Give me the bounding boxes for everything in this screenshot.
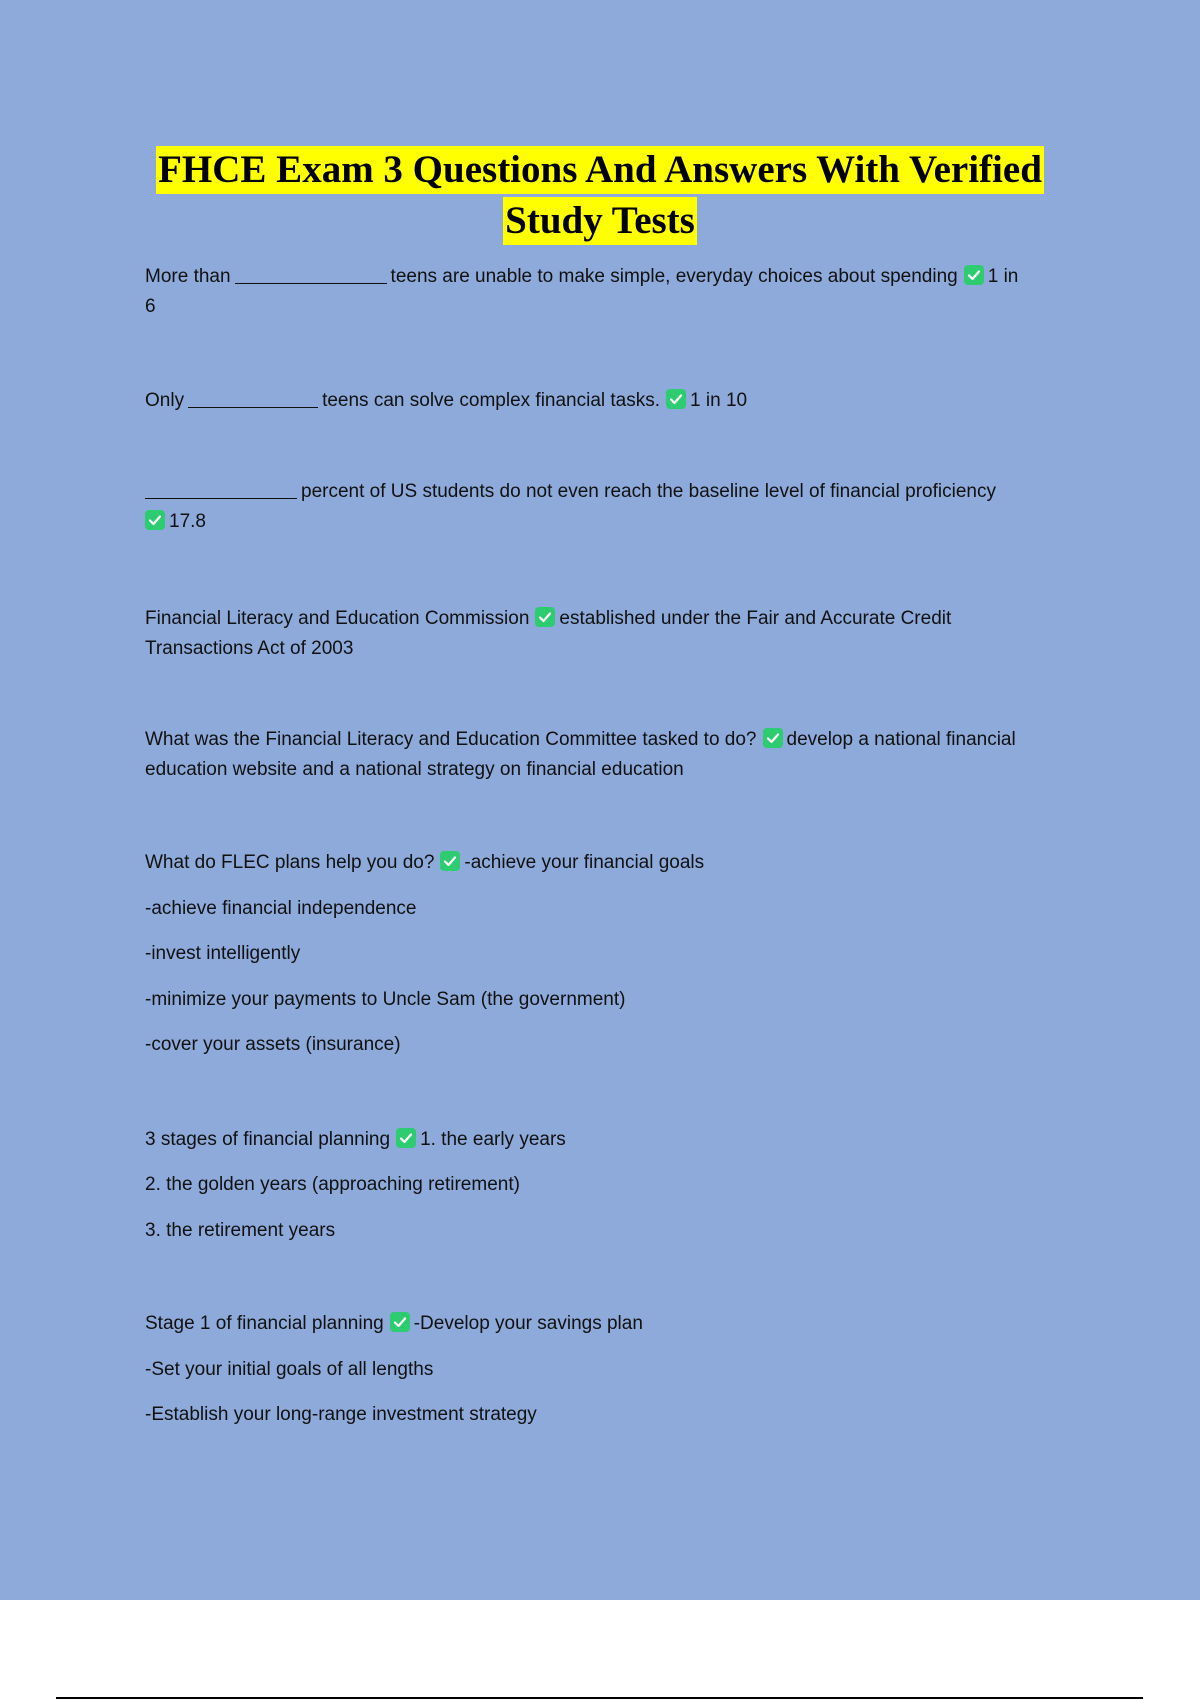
answer-text: 6 [145,296,156,317]
question-text: teens are unable to make simple, everyday choices about spending [390,266,958,287]
qa-item [145,1125,1085,1246]
check-icon [763,728,783,748]
check-icon [666,389,686,409]
qa-item [145,386,1085,416]
answer-line: -invest intelligently [145,943,301,964]
answer-line: 2. the golden years (approaching retirement) [145,1174,520,1195]
answer-text: 1 in [987,266,1019,287]
title-line-2: Study Tests [503,197,697,245]
check-icon [390,1312,410,1332]
answer-text: -Develop your savings plan [413,1313,643,1334]
answer-text: education website and a national strategy on financial education [145,759,684,780]
qa-item [145,725,1085,785]
qa-item [145,848,1085,1060]
fill-blank [145,480,297,499]
check-icon [440,851,460,871]
answer-line: -minimize your payments to Uncle Sam (the government) [145,989,626,1010]
qa-item [145,477,1085,537]
question-text: percent of US students do not even reach the baseline level of financial proficiency [301,481,996,502]
question-text: Stage 1 of financial planning [145,1313,384,1334]
title-line-1: FHCE Exam 3 Questions And Answers With Verified [156,146,1044,194]
question-text: 3 stages of financial planning [145,1129,391,1150]
qa-item [145,604,1085,664]
check-icon [145,510,165,530]
check-icon [396,1128,416,1148]
answer-line: -Establish your long-range investment strategy [145,1404,537,1425]
question-text: More than [145,266,231,287]
question-text: What do FLEC plans help you do? [145,852,435,873]
answer-text: Transactions Act of 2003 [145,638,354,659]
answer-text: 1. the early years [420,1129,566,1150]
check-icon [964,265,984,285]
question-text: teens can solve complex financial tasks. [322,390,661,411]
answer-text: -achieve your financial goals [464,852,705,873]
answer-text: develop a national financial [786,729,1016,750]
footer-divider [56,1697,1143,1699]
fill-blank [235,265,387,284]
question-text: Financial Literacy and Education Commission [145,608,530,629]
question-text: Only [145,390,185,411]
answer-line: 3. the retirement years [145,1220,336,1241]
answer-text: 1 in 10 [690,390,748,411]
answer-text: 17.8 [169,511,206,532]
answer-text: established under the Fair and Accurate Credit [559,608,952,629]
qa-item [145,1309,1085,1430]
qa-item [145,262,1085,322]
question-text: What was the Financial Literacy and Education Committee tasked to do? [145,729,757,750]
answer-line: -achieve financial independence [145,898,417,919]
fill-blank [188,389,318,408]
answer-line: -Set your initial goals of all lengths [145,1359,434,1380]
document-title [0,146,1200,248]
check-icon [535,607,555,627]
answer-line: -cover your assets (insurance) [145,1034,401,1055]
